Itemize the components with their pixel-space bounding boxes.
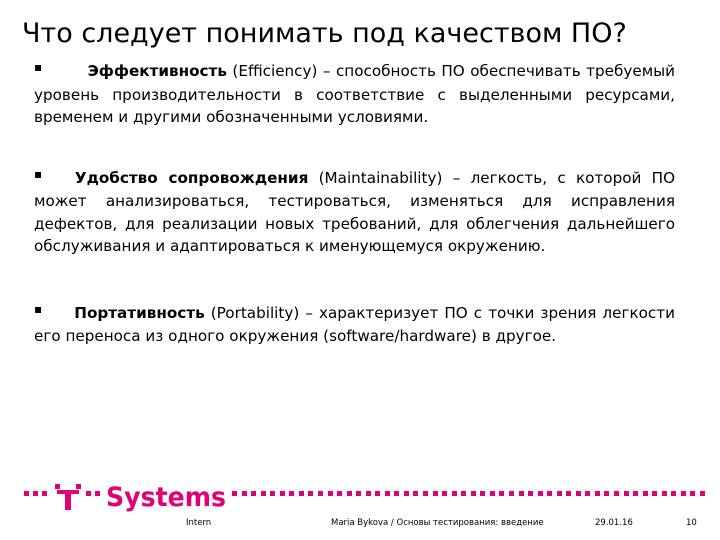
- logo-dot: [652, 491, 657, 496]
- logo-dot: [509, 491, 514, 496]
- logo-dot: [566, 491, 571, 496]
- logo-dot: [576, 491, 581, 496]
- logo-dot: [624, 491, 629, 496]
- logo-dot: [700, 491, 705, 496]
- footer-author-topic: Maria Bykova / Основы тестирования: введение: [331, 518, 544, 528]
- logo-dot: [404, 491, 409, 496]
- quality-item-portability: [34, 302, 675, 348]
- logo-dot: [423, 491, 428, 496]
- logo-dot: [337, 491, 342, 496]
- logo-dot: [328, 491, 333, 496]
- item-term: Удобство сопровождения: [74, 168, 309, 187]
- logo-dot: [308, 491, 313, 496]
- logo-t-stem: [65, 490, 71, 510]
- logo-dot: [557, 491, 562, 496]
- logo-dot: [538, 491, 543, 496]
- logo-dot: [480, 491, 485, 496]
- logo-dot: [95, 491, 100, 496]
- logo-dot: [356, 491, 361, 496]
- logo-dot: [42, 491, 47, 496]
- item-english: (Portability): [210, 303, 300, 322]
- logo-dot: [289, 491, 294, 496]
- logo-dot: [299, 491, 304, 496]
- item-text: – характеризует ПО с точки зрения легкости его переноса из одного окружения (software/hardware) в другое.: [34, 303, 675, 345]
- logo-dot: [585, 491, 590, 496]
- quality-item-maintainability: [34, 167, 675, 258]
- logo-dot: [270, 491, 275, 496]
- logo-dot: [251, 491, 256, 496]
- item-english: (Efficiency): [232, 62, 318, 80]
- bullet-icon: ▪: [34, 60, 43, 74]
- logo-dot: [643, 491, 648, 496]
- logo-dot: [614, 491, 619, 496]
- logo-dot: [547, 491, 552, 496]
- logo-dot: [232, 491, 237, 496]
- bullet-icon: ▪: [34, 166, 43, 181]
- logo-dot: [461, 491, 466, 496]
- logo-dot: [442, 491, 447, 496]
- logo-dot: [347, 491, 352, 496]
- logo-t-square: [76, 484, 81, 489]
- logo-dot: [490, 491, 495, 496]
- logo-dot: [86, 491, 91, 496]
- logo-dot: [261, 491, 266, 496]
- logo-dot: [671, 491, 676, 496]
- logo-dot: [633, 491, 638, 496]
- logo-dot: [280, 491, 285, 496]
- logo-dot: [394, 491, 399, 496]
- logo-dot: [595, 491, 600, 496]
- logo-dot: [385, 491, 390, 496]
- logo-dot: [471, 491, 476, 496]
- logo-dot: [690, 491, 695, 496]
- footer-classification: Intern: [186, 518, 212, 528]
- logo-t-square: [55, 484, 60, 489]
- logo-dot: [318, 491, 323, 496]
- logo-dot: [604, 491, 609, 496]
- slide-title: Что следует понимать под качеством ПО?: [22, 18, 627, 49]
- footer-date: 29.01.16: [595, 518, 633, 528]
- bullet-icon: ▪: [34, 301, 43, 316]
- logo-dot: [519, 491, 524, 496]
- t-systems-logo-icon: [18, 474, 708, 516]
- item-term: Портативность: [74, 303, 205, 322]
- footer-page-number: 10: [686, 518, 697, 528]
- logo-dot: [433, 491, 438, 496]
- logo-dot: [681, 491, 686, 496]
- item-text: – способность ПО обеспечивать требуемый уровень производительности в соответствие с выделенными ресурсами, временем и другими обозначенными условиями.: [34, 62, 676, 126]
- logo-dot: [33, 491, 38, 496]
- item-english: (Maintainability): [318, 168, 443, 187]
- t-systems-logo: [18, 474, 708, 516]
- quality-item-efficiency: [34, 60, 675, 129]
- item-term: Эффективность: [87, 62, 227, 80]
- logo-dot: [242, 491, 247, 496]
- logo-dot: [24, 491, 29, 496]
- logo-dot: [528, 491, 533, 496]
- logo-dot: [499, 491, 504, 496]
- logo-wordmark: Systems: [106, 482, 226, 513]
- logo-dot: [413, 491, 418, 496]
- logo-dot: [366, 491, 371, 496]
- logo-dot: [662, 491, 667, 496]
- slide-body: [34, 60, 675, 348]
- logo-dot: [452, 491, 457, 496]
- item-text: – легкость, с которой ПО может анализироваться, тестироваться, изменяться для исправления дефектов, для реализации новых требований, для облегчения дальнейшего обслуживания и адаптироваться к именующемуся окружению.: [34, 168, 676, 255]
- logo-dot: [375, 491, 380, 496]
